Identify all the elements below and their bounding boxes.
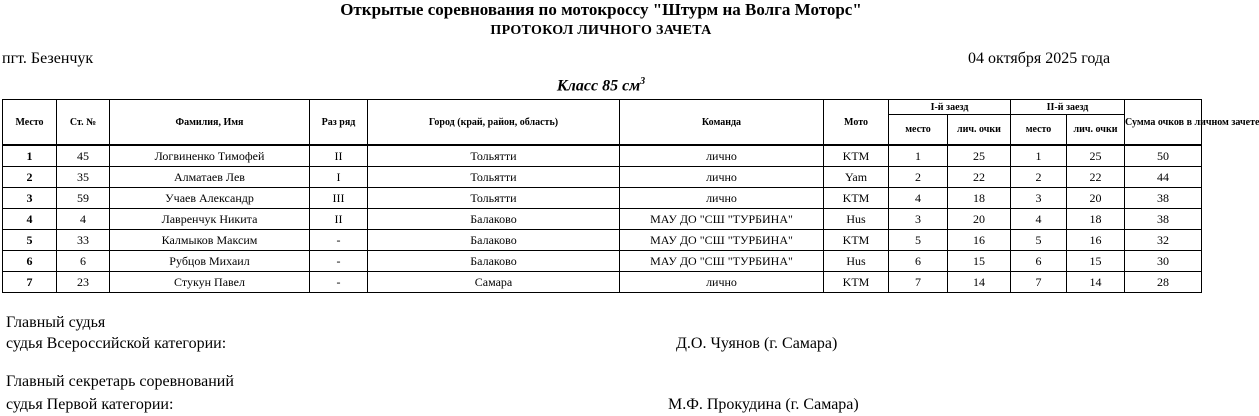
- cell-city: Балаково: [368, 230, 620, 251]
- cell-race2-points: 14: [1067, 272, 1125, 293]
- cell-sum: 30: [1125, 251, 1202, 272]
- col-header-race2-points: лич. очки: [1067, 115, 1125, 146]
- cell-name: Логвиненко Тимофей: [110, 145, 310, 167]
- cell-moto: KTM: [824, 145, 889, 167]
- cell-start-no: 4: [57, 209, 110, 230]
- cell-moto: Hus: [824, 251, 889, 272]
- cell-race2-points: 15: [1067, 251, 1125, 272]
- col-header-city: Город (край, район, область): [368, 100, 620, 146]
- cell-sum: 28: [1125, 272, 1202, 293]
- col-header-sum: Сумма очков в личном зачете: [1125, 100, 1202, 146]
- secretary-title: Главный секретарь соревнований: [6, 373, 234, 390]
- cell-moto: KTM: [824, 230, 889, 251]
- cell-race2-place: 1: [1011, 145, 1067, 167]
- cell-moto: Hus: [824, 209, 889, 230]
- cell-name: Учаев Александр: [110, 188, 310, 209]
- cell-race2-place: 5: [1011, 230, 1067, 251]
- cell-start-no: 33: [57, 230, 110, 251]
- cell-place: 1: [3, 145, 57, 167]
- cell-start-no: 45: [57, 145, 110, 167]
- col-header-race1-place: место: [889, 115, 948, 146]
- cell-place: 2: [3, 167, 57, 188]
- secretary-category: судья Первой категории:: [6, 396, 174, 413]
- cell-race2-place: 2: [1011, 167, 1067, 188]
- cell-race1-points: 14: [948, 272, 1011, 293]
- col-header-rank: Раз ряд: [310, 100, 368, 146]
- cell-team: лично: [620, 188, 824, 209]
- cell-place: 7: [3, 272, 57, 293]
- cell-start-no: 59: [57, 188, 110, 209]
- cell-team: лично: [620, 145, 824, 167]
- cell-race2-points: 22: [1067, 167, 1125, 188]
- event-location: пгт. Безенчук: [2, 50, 94, 67]
- cell-sum: 38: [1125, 188, 1202, 209]
- col-header-team: Команда: [620, 100, 824, 146]
- cell-city: Балаково: [368, 251, 620, 272]
- cell-sum: 50: [1125, 145, 1202, 167]
- cell-city: Тольятти: [368, 188, 620, 209]
- cell-name: Алматаев Лев: [110, 167, 310, 188]
- cell-moto: KTM: [824, 272, 889, 293]
- cell-sum: 44: [1125, 167, 1202, 188]
- table-row: [3, 251, 1202, 272]
- document-subtitle: ПРОТОКОЛ ЛИЧНОГО ЗАЧЕТА: [490, 23, 712, 38]
- event-date: 04 октября 2025 года: [968, 50, 1111, 67]
- cell-race1-points: 25: [948, 145, 1011, 167]
- col-header-moto: Мото: [824, 100, 889, 146]
- document-title: Открытые соревнования по мотокроссу "Штурм на Волга Моторс": [340, 0, 862, 19]
- table-row: [3, 230, 1202, 251]
- cell-city: Самара: [368, 272, 620, 293]
- cell-race1-points: 20: [948, 209, 1011, 230]
- cell-rank: -: [310, 251, 368, 272]
- col-header-start-no: Ст. №: [57, 100, 110, 146]
- table-row: [3, 272, 1202, 293]
- table-row: [3, 167, 1202, 188]
- cell-sum: 32: [1125, 230, 1202, 251]
- col-header-place: Место: [3, 100, 57, 146]
- cell-city: Тольятти: [368, 145, 620, 167]
- cell-race1-place: 7: [889, 272, 948, 293]
- cell-rank: -: [310, 272, 368, 293]
- col-header-race2: II-й заезд: [1011, 100, 1125, 115]
- cell-start-no: 6: [57, 251, 110, 272]
- cell-place: 3: [3, 188, 57, 209]
- cell-team: лично: [620, 272, 824, 293]
- cell-race2-place: 7: [1011, 272, 1067, 293]
- cell-race1-points: 22: [948, 167, 1011, 188]
- cell-race2-points: 16: [1067, 230, 1125, 251]
- cell-place: 5: [3, 230, 57, 251]
- cell-race1-place: 6: [889, 251, 948, 272]
- table-body: [3, 145, 1202, 293]
- col-header-name: Фамилия, Имя: [110, 100, 310, 146]
- cell-race1-points: 15: [948, 251, 1011, 272]
- cell-race1-points: 16: [948, 230, 1011, 251]
- cell-team: МАУ ДО "СШ "ТУРБИНА": [620, 230, 824, 251]
- table-row: [3, 145, 1202, 167]
- cell-rank: III: [310, 188, 368, 209]
- judge-category: судья Всероссийской категории:: [6, 335, 227, 352]
- cell-race1-place: 5: [889, 230, 948, 251]
- class-label: Класс 85 см: [556, 77, 641, 95]
- cell-name: Стукун Павел: [110, 272, 310, 293]
- cell-place: 6: [3, 251, 57, 272]
- col-header-race1-points: лич. очки: [948, 115, 1011, 146]
- cell-race1-place: 1: [889, 145, 948, 167]
- cell-city: Тольятти: [368, 167, 620, 188]
- cell-race2-place: 6: [1011, 251, 1067, 272]
- cell-sum: 38: [1125, 209, 1202, 230]
- cell-race1-place: 3: [889, 209, 948, 230]
- results-table: [2, 99, 1259, 293]
- cell-team: лично: [620, 167, 824, 188]
- cell-moto: KTM: [824, 188, 889, 209]
- cell-race1-place: 4: [889, 188, 948, 209]
- class-heading: [0, 76, 1202, 95]
- col-header-race2-place: место: [1011, 115, 1067, 146]
- cell-team: МАУ ДО "СШ "ТУРБИНА": [620, 209, 824, 230]
- cell-start-no: 23: [57, 272, 110, 293]
- col-header-race1: I-й заезд: [889, 100, 1011, 115]
- cell-race2-place: 4: [1011, 209, 1067, 230]
- cell-name: Рубцов Михаил: [110, 251, 310, 272]
- cell-team: МАУ ДО "СШ "ТУРБИНА": [620, 251, 824, 272]
- table-row: [3, 188, 1202, 209]
- cell-rank: II: [310, 145, 368, 167]
- cell-start-no: 35: [57, 167, 110, 188]
- class-superscript: 3: [640, 76, 646, 87]
- cell-name: Калмыков Максим: [110, 230, 310, 251]
- judge-name: Д.О. Чуянов (г. Самара): [676, 335, 838, 352]
- cell-city: Балаково: [368, 209, 620, 230]
- cell-rank: -: [310, 230, 368, 251]
- cell-race2-points: 25: [1067, 145, 1125, 167]
- cell-race1-points: 18: [948, 188, 1011, 209]
- cell-race1-place: 2: [889, 167, 948, 188]
- cell-race2-points: 20: [1067, 188, 1125, 209]
- cell-rank: I: [310, 167, 368, 188]
- cell-race2-place: 3: [1011, 188, 1067, 209]
- cell-moto: Yam: [824, 167, 889, 188]
- table-header: [3, 100, 1259, 146]
- judge-title: Главный судья: [6, 314, 106, 331]
- cell-place: 4: [3, 209, 57, 230]
- secretary-name: М.Ф. Прокудина (г. Самара): [668, 396, 859, 413]
- cell-name: Лавренчук Никита: [110, 209, 310, 230]
- table-row: [3, 209, 1202, 230]
- cell-race2-points: 18: [1067, 209, 1125, 230]
- cell-rank: II: [310, 209, 368, 230]
